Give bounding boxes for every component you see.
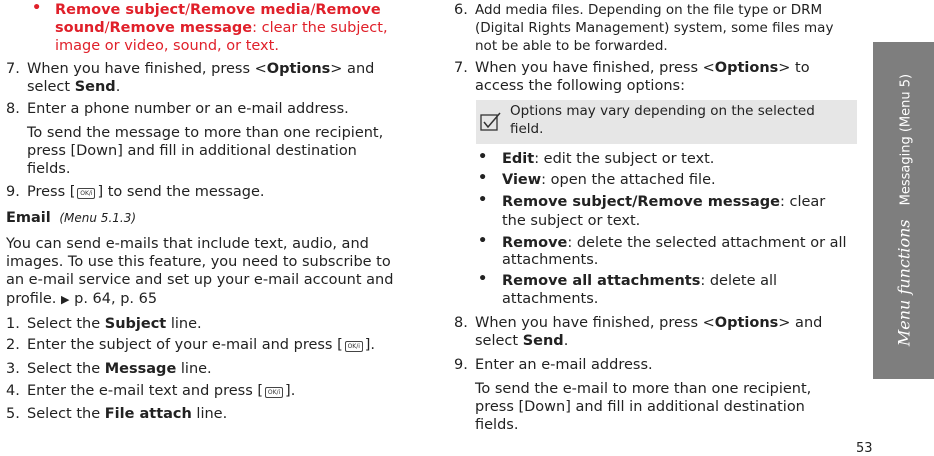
step-9-note-3: fields.: [475, 417, 519, 433]
step-9-number: 9.: [6, 184, 20, 200]
step-8-line-2: select Send.: [475, 333, 569, 349]
side-tab-label: [895, 74, 914, 346]
option-remove-line-2: attachments.: [502, 252, 599, 268]
arrow-right-icon: ▶: [61, 293, 70, 306]
email-title: Email: [6, 210, 51, 226]
option-view: View: open the attached file.: [502, 172, 716, 188]
step-3-text: Select the Message line.: [27, 361, 212, 377]
step-8-note-2: press [Down] and fill in additional destination: [27, 143, 357, 159]
step-9-text: Press [ OK/i ] to send the message.: [27, 184, 265, 200]
step-7-number: 7.: [454, 60, 468, 76]
note-box: [476, 100, 857, 144]
step-8-number: 8.: [454, 315, 468, 331]
option-remove-subject: Remove subject/Remove message: clear: [502, 194, 826, 210]
step-6-number: 6.: [454, 2, 468, 18]
note-line-2: field.: [510, 121, 544, 137]
step-9-text: Enter an e-mail address.: [475, 357, 653, 373]
page-number: 53: [856, 441, 873, 456]
step-4-text: Enter the e-mail text and press [ OK/i ].: [27, 383, 296, 399]
bullet: •: [478, 149, 488, 165]
email-heading: [6, 208, 136, 228]
step-5-number: 5.: [6, 406, 20, 422]
bullet: •: [478, 271, 488, 287]
step-8-note-1: To send the message to more than one recipient,: [27, 125, 384, 141]
bullet: •: [32, 0, 42, 16]
step-9-number: 9.: [454, 357, 468, 373]
email-menu-ref: (Menu 5.1.3): [59, 211, 137, 225]
step-3-number: 3.: [6, 361, 20, 377]
step-4-number: 4.: [6, 383, 20, 399]
remove-options-line-3: image or video, sound, or text.: [55, 38, 279, 54]
bullet: •: [478, 233, 488, 249]
step-1-number: 1.: [6, 316, 20, 332]
ok-key-icon: OK/i: [265, 387, 283, 398]
step-6-line-2: (Digital Rights Management) system, some files may: [475, 20, 834, 36]
step-2-text: Enter the subject of your e-mail and press [ OK/i ].: [27, 337, 376, 353]
step-7-line-2: select Send.: [27, 79, 121, 95]
section-subtitle: Messaging (Menu 5): [898, 73, 914, 206]
step-6-line-3: not be able to be forwarded.: [475, 38, 668, 54]
step-8-number: 8.: [6, 101, 20, 117]
step-7-number: 7.: [6, 61, 20, 77]
email-para-1: You can send e-mails that include text, audio, and: [6, 236, 369, 252]
option-remove-all-line-2: attachments.: [502, 291, 599, 307]
step-8-text: Enter a phone number or an e-mail address.: [27, 101, 349, 117]
step-8-line-1: When you have finished, press <Options> and: [475, 315, 823, 331]
remove-options-line-1: Remove subject/Remove media/Remove: [55, 2, 381, 18]
step-7-line-1: When you have finished, press <Options> and: [27, 61, 375, 77]
step-8-note-3: fields.: [27, 161, 71, 177]
note-line-1: Options may vary depending on the selected: [510, 103, 815, 119]
step-6-line-1: Add media files. Depending on the file type or DRM: [475, 2, 823, 18]
step-7-line-2: access the following options:: [475, 78, 685, 94]
email-para-2: images. To use this feature, you need to subscribe to: [6, 254, 391, 270]
section-title: Menu functions: [894, 219, 914, 347]
step-7-line-1: When you have finished, press <Options> to: [475, 60, 810, 76]
ok-key-icon: OK/i: [77, 188, 95, 199]
note-check-icon: [480, 112, 502, 132]
bullet: •: [478, 192, 488, 208]
option-edit: Edit: edit the subject or text.: [502, 151, 715, 167]
step-2-number: 2.: [6, 337, 20, 353]
step-1-text: Select the Subject line.: [27, 316, 202, 332]
email-para-3: an e-mail service and set up your e-mail account and: [6, 272, 394, 288]
remove-options-line-2: sound/Remove message: clear the subject,: [55, 20, 388, 36]
step-9-note-1: To send the e-mail to more than one recipient,: [475, 381, 812, 397]
option-remove: Remove: delete the selected attachment or all: [502, 235, 847, 251]
bullet: •: [478, 170, 488, 186]
option-remove-all: Remove all attachments: delete all: [502, 273, 778, 289]
step-5-text: Select the File attach line.: [27, 406, 228, 422]
email-para-4: profile. ▶ p. 64, p. 65: [6, 291, 158, 307]
ok-key-icon: OK/i: [345, 341, 363, 352]
step-9-note-2: press [Down] and fill in additional destination: [475, 399, 805, 415]
option-remove-subject-line-2: the subject or text.: [502, 213, 641, 229]
